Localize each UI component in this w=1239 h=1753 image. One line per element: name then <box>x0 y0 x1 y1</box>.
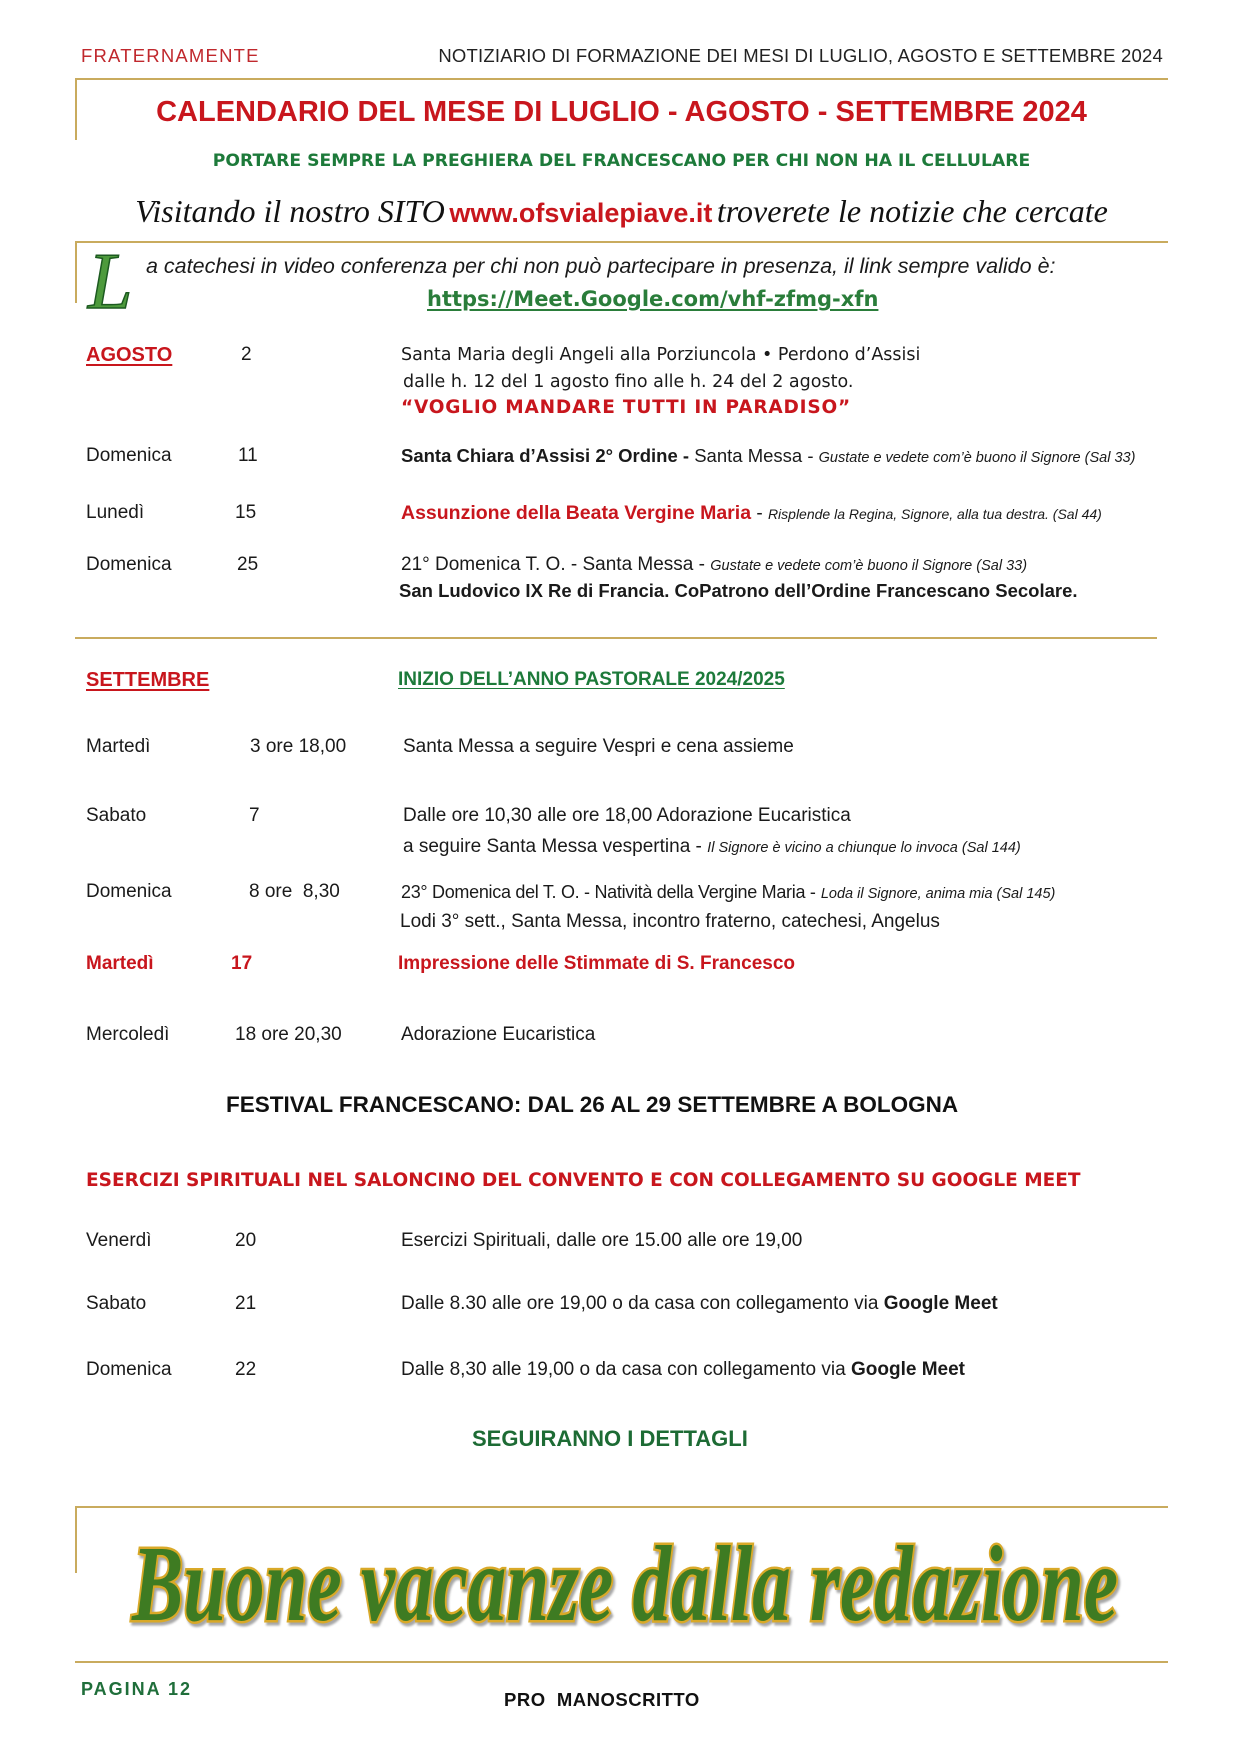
entry-line <box>401 444 1135 470</box>
entry-date: 2 <box>241 344 252 365</box>
entry-date: 3 ore 18,00 <box>250 736 347 757</box>
entry-psalm: Loda il Signore, anima mia (Sal 145) <box>820 886 1056 902</box>
entry-title: Assunzione della Beata Vergine Maria <box>401 502 752 524</box>
entry-text: Santa Messa a seguire Vespri e cena assieme <box>403 736 794 757</box>
page-number: PAGINA 12 <box>81 1679 193 1699</box>
entry-line <box>401 501 1102 526</box>
section-divider-vertical <box>75 241 77 303</box>
newsletter-name: FRATERNAMENTE <box>81 45 260 66</box>
entry-psalm: Gustate e vedete com’è buono il Signore (Sal 33) <box>818 450 1136 466</box>
entry-text: Dalle ore 10,30 alle ore 18,00 Adorazione Eucaristica <box>403 805 851 826</box>
section-divider <box>75 241 1168 243</box>
entry-text: 23° Domenica del T. O. - Natività della Vergine Maria - <box>401 882 816 902</box>
entry-day: Lunedì <box>86 502 145 523</box>
entry-text: dalle h. 12 del 1 agosto fino alle h. 24 del 2 agosto. <box>403 372 854 392</box>
entry-note: Lodi 3° sett., Santa Messa, incontro fraterno, catechesi, Angelus <box>400 911 940 932</box>
month-august: AGOSTO <box>86 344 173 366</box>
entry-date: 18 ore 20,30 <box>235 1024 342 1045</box>
entry-day: Mercoledì <box>86 1024 170 1045</box>
entry-emphasis: Google Meet <box>850 1359 965 1380</box>
header-divider <box>75 78 1168 80</box>
pastoral-year-heading: INIZIO DELL’ANNO PASTORALE 2024/2025 <box>398 669 785 690</box>
entry-motto: “VOGLIO MANDARE TUTTI IN PARADISO” <box>401 397 851 418</box>
site-notice <box>75 191 1168 238</box>
entry-note: San Ludovico IX Re di Francia. CoPatrono dell’Ordine Francescano Secolare. <box>399 580 1078 601</box>
entry-date: 22 <box>235 1359 257 1380</box>
entry-day: Martedì <box>86 953 154 974</box>
site-notice-after: troverete le notizie che cercate <box>716 193 1108 229</box>
entry-text: Santa Maria degli Angeli alla Porziuncola • Perdono d’Assisi <box>401 345 921 365</box>
entry-emphasis: Google Meet <box>883 1293 998 1314</box>
festival-announcement: FESTIVAL FRANCESCANO: DAL 26 AL 29 SETTEMBRE A BOLOGNA <box>226 1092 959 1117</box>
entry-text: Santa Messa - <box>694 445 814 466</box>
entry-date: 17 <box>231 953 253 974</box>
entry-line <box>401 1292 998 1316</box>
entry-day: Martedì <box>86 736 151 757</box>
section-divider <box>75 637 1157 639</box>
retreat-heading: ESERCIZI SPIRITUALI NEL SALONCINO DEL CONVENTO E CON COLLEGAMENTO SU GOOGLE MEET <box>86 1170 1081 1191</box>
entry-psalm: Gustate e vedete com’è buono il Signore (Sal 33) <box>710 558 1028 574</box>
entry-date: 25 <box>237 554 259 575</box>
entry-text: Dalle 8.30 alle ore 19,00 o da casa con collegamento via <box>401 1293 879 1314</box>
footer-note: PRO MANOSCRITTO <box>504 1689 700 1710</box>
entry-day: Domenica <box>86 554 172 575</box>
site-notice-before: Visitando il nostro SITO <box>135 193 445 229</box>
month-september: SETTEMBRE <box>86 669 210 691</box>
footer-divider <box>75 1661 1168 1663</box>
entry-day: Domenica <box>86 1359 172 1380</box>
entry-line <box>401 880 1055 906</box>
entry-date: 20 <box>235 1230 257 1251</box>
entry-date: 7 <box>249 805 260 826</box>
entry-date: 11 <box>238 445 258 466</box>
section-divider <box>75 1506 1168 1508</box>
entry-psalm: Risplende la Regina, Signore, alla tua destra. (Sal 44) <box>767 506 1102 522</box>
prayer-reminder: PORTARE SEMPRE LA PREGHIERA DEL FRANCESCANO PER CHI NON HA IL CELLULARE <box>212 151 1031 171</box>
entry-date: 8 ore 8,30 <box>249 881 340 902</box>
entry-text: Dalle 8,30 alle 19,00 o da casa con collegamento via <box>401 1359 846 1380</box>
video-conference-text: a catechesi in video conferenza per chi non può partecipare in presenza, il link sempre valido è: <box>146 254 1056 278</box>
entry-date: 21 <box>235 1293 257 1314</box>
entry-line <box>401 1358 965 1382</box>
entry-text: - <box>756 503 763 524</box>
closing-greeting-art <box>0 1520 1239 1645</box>
entry-day: Domenica <box>86 881 172 902</box>
entry-day: Sabato <box>86 805 147 826</box>
meet-link[interactable]: https://Meet.Google.com/vhf-zfmg-xfn <box>427 287 879 311</box>
entry-title: Santa Chiara d’Assisi 2° Ordine - <box>401 445 690 466</box>
entry-day: Sabato <box>86 1293 147 1314</box>
issue-title: NOTIZIARIO DI FORMAZIONE DEI MESI DI LUGLIO, AGOSTO E SETTEMBRE 2024 <box>438 45 1163 66</box>
entry-text: Esercizi Spirituali, dalle ore 15.00 alle ore 19,00 <box>401 1230 803 1251</box>
drop-cap: L <box>88 238 133 326</box>
details-follow-notice: SEGUIRANNO I DETTAGLI <box>472 1426 748 1451</box>
entry-text: 21° Domenica T. O. - Santa Messa - <box>401 554 705 575</box>
entry-line <box>401 553 1027 578</box>
entry-line <box>403 835 1021 860</box>
entry-day: Domenica <box>86 445 172 466</box>
closing-greeting: Buone vacanze dalla redazione <box>131 1525 1119 1644</box>
entry-day: Venerdì <box>86 1230 152 1251</box>
entry-text: Adorazione Eucaristica <box>401 1024 596 1045</box>
entry-date: 15 <box>235 502 257 523</box>
site-url-link[interactable]: www.ofsvialepiave.it <box>449 198 713 228</box>
entry-text: a seguire Santa Messa vespertina - <box>403 836 702 857</box>
entry-text: Impressione delle Stimmate di S. Francesco <box>398 953 796 974</box>
page-title: CALENDARIO DEL MESE DI LUGLIO - AGOSTO - SETTEMBRE 2024 <box>156 96 1087 128</box>
entry-psalm: Il Signore è vicino a chiunque lo invoca (Sal 144) <box>707 840 1021 856</box>
